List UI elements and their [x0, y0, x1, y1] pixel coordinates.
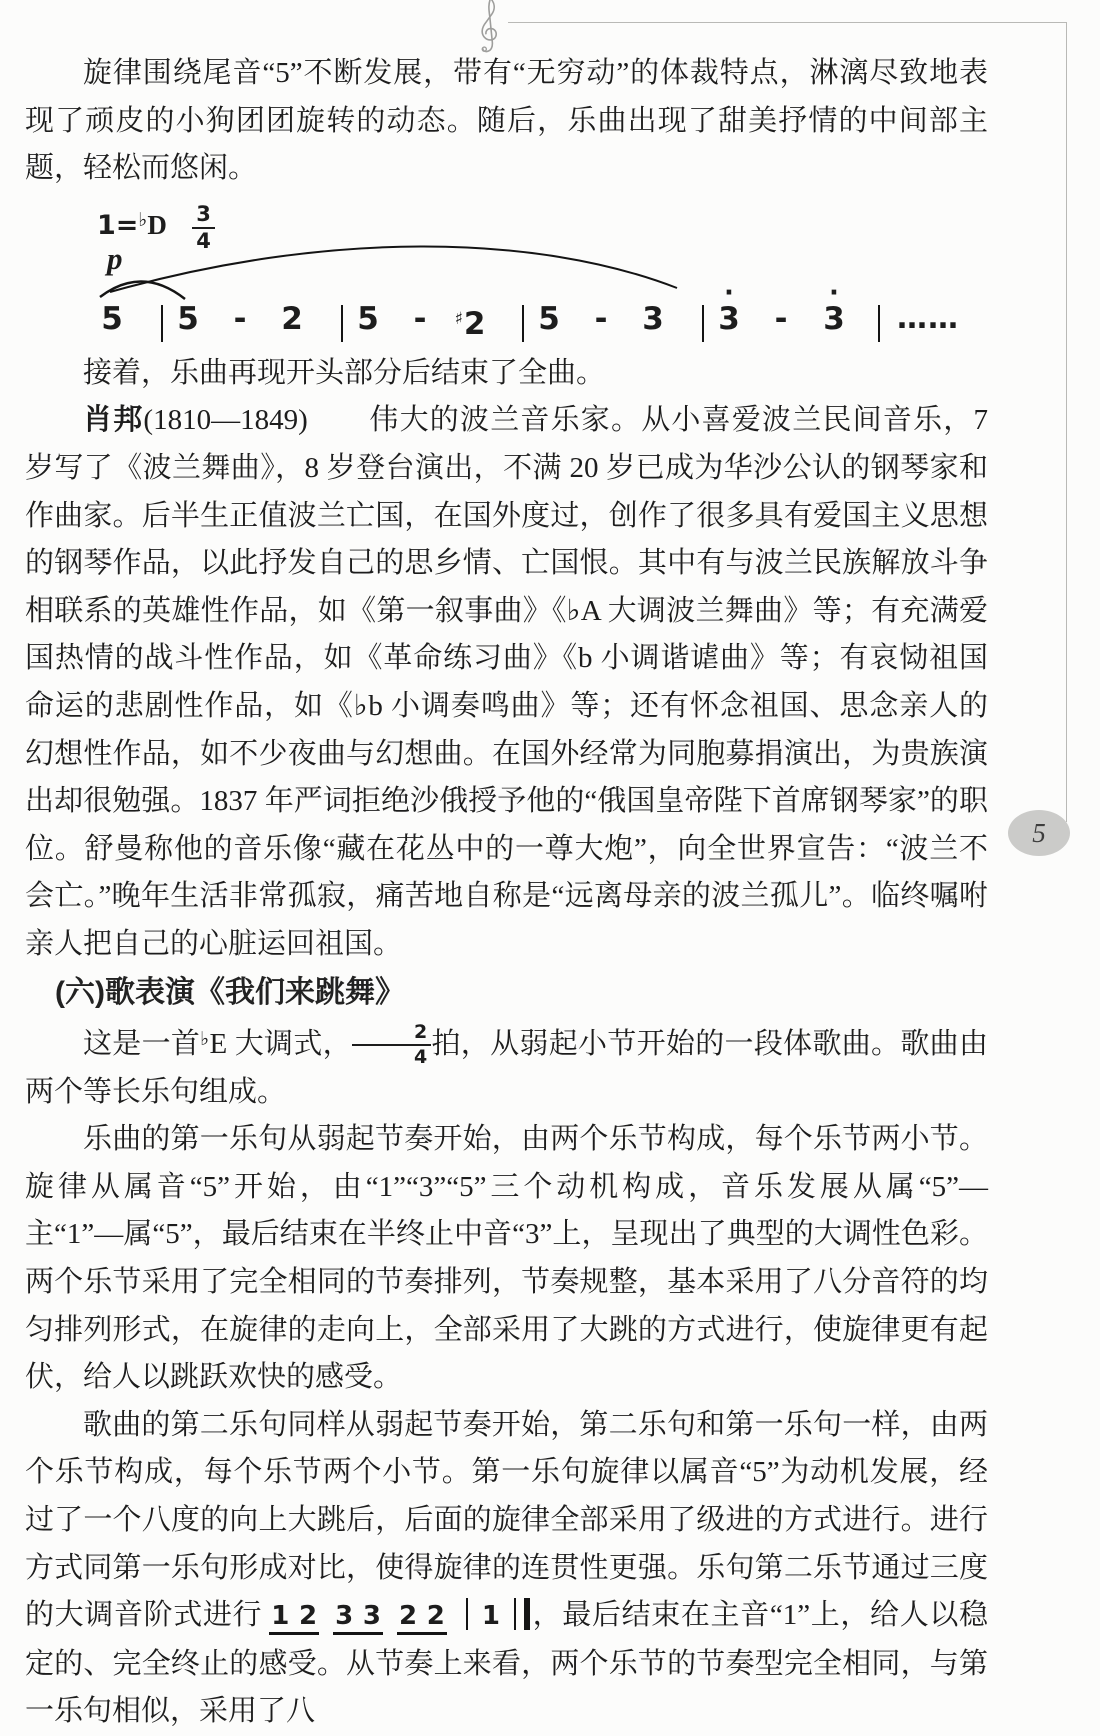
- note: 5: [101, 300, 123, 337]
- jianpu-group: 3 3: [333, 1601, 383, 1635]
- composer-bio-text: 伟大的波兰音乐家。从小喜爱波兰民间音乐，7 岁写了《波兰舞曲》，8 岁登台演出，不满 20 岁已成为华沙公认的钢琴家和作曲家。后半生正值波兰亡国，在国外度过，创作了很多具有爱国主义思想的钢琴作品，以此抒发自己的思乡情、亡国恨。其中有与波兰民族解放斗争相联系的英雄性作品，如《第一叙事曲》《♭A 大调波兰舞曲》等；有充满爱国热情的战斗性作品，如《革命练习曲》《b 小调谐谑曲》等；有哀恸祖国命运的悲剧性作品，如《♭b 小调奏鸣曲》等；还有怀念祖国、思念亲人的幻想性作品，如不少夜曲与幻想曲。在国外经常为同胞募捐演出，为贵族演出却很勉强。1837 年严词拒绝沙俄授予他的“俄国皇帝陛下首席钢琴家”的职位。舒曼称他的音乐像“藏在花丛中的一尊大炮”，向全世界宣告：“波兰不会亡。”晚年生活非常孤寂，痛苦地自称是“远离母亲的波兰孤儿”。临终嘱咐亲人把自己的心脏运回祖国。: [25, 404, 988, 960]
- jianpu-note: 1: [481, 1601, 500, 1632]
- flat-sign: ♭: [200, 1029, 210, 1051]
- dash: -: [594, 300, 608, 337]
- paragraph-intro: 旋律围绕尾音“5”不断发展，带有“无穷动”的体裁特点，淋漓尽致地表现了顽皮的小狗团团旋转的动态。随后，乐曲出现了甜美抒情的中间部主题，轻松而悠闲。: [25, 57, 988, 185]
- note: 3: [642, 300, 664, 337]
- paragraph-after-notation: 接着，乐曲再现开头部分后结束了全曲。: [83, 356, 606, 389]
- barline: [161, 305, 163, 342]
- inline-barline: [466, 1598, 468, 1630]
- composer-dates: (1810—1849): [143, 404, 308, 437]
- page-number: 5: [1032, 817, 1046, 848]
- paragraph-chopin-bio: [25, 397, 988, 968]
- sharp-sign: ♯: [454, 308, 463, 329]
- sidebar-unit-label: [1072, 206, 1100, 446]
- time-signature: $\frac{3}{4}$: [192, 203, 215, 252]
- note-high-octave: · 3: [718, 277, 740, 337]
- text-column: [25, 0, 988, 1736]
- octave-dot: ·: [724, 277, 734, 308]
- note: 2: [281, 300, 303, 337]
- paragraph-phrase2: 歌曲的第二乐句同样从弱起节奏开始，第二乐句和第一乐句一样，由两个乐节构成，每个乐节两个小节。第一乐句旋律以属音“5”为动机发展，经过了一个八度的向上大跳后，后面的旋律全部采用了级进的方式进行。进行方式同第一乐句形成对比，使得旋律的连贯性更强。乐句第二乐节通过三度的大调音阶式进行 1 2 3 3 2 2 1 ，最后结束在主音“1”上，给人以稳定的、完全终止的感受。从节奏上来看，两个乐节的节奏型完全相同，与第一乐句相似，采用了八: [25, 1408, 988, 1728]
- barline: [702, 305, 704, 342]
- page-number-badge: [1008, 810, 1070, 856]
- flat-sign: ♭: [138, 208, 148, 231]
- key-tonic: D: [147, 209, 167, 240]
- dynamic-marking: p: [107, 240, 123, 276]
- barline: [522, 305, 524, 342]
- time-signature-inline: $\frac{2}{4}$: [352, 1022, 431, 1067]
- jianpu-group: 2 2: [397, 1601, 447, 1635]
- key-prefix: 1=: [97, 209, 139, 241]
- note: 5: [357, 300, 379, 337]
- barline: [878, 305, 880, 342]
- continuation-ellipsis: ……: [897, 300, 959, 336]
- paragraph-song-intro: 这是一首♭E 大调式， $\frac{2}{4}$ 拍，从弱起小节开始的一段体歌曲。歌曲由两个等长乐句组成。: [25, 1021, 988, 1108]
- dash: -: [413, 300, 427, 337]
- note-high-octave: · 3: [823, 277, 845, 337]
- margin-rule: [1066, 22, 1067, 822]
- note-sharp: ♯2: [454, 305, 486, 342]
- paragraph-phrase1: 乐曲的第一乐句从弱起节奏开始，由两个乐节构成，每个乐节两小节。旋律从属音“5”开始，由“1”“3”“5”三个动机构成，音乐发展从属“5”—主“1”—属“5”，最后结束在半终止中音“3”上，呈现出了典型的大调性色彩。两个乐节采用了完全相同的节奏排列，节奏规整，基本采用了八分音符的均匀排列形式，在旋律的走向上，全部采用了大跳的方式进行，使旋律更有起伏，给人以跳跃欢快的感受。: [25, 1123, 988, 1394]
- final-barline: [514, 1598, 530, 1630]
- composer-name: 肖邦: [83, 404, 144, 437]
- note: 5: [177, 300, 199, 337]
- section-heading: (六)歌表演《我们来跳舞》: [55, 975, 405, 1009]
- notation-example: [25, 193, 988, 350]
- dash: -: [233, 300, 247, 337]
- note: 5: [538, 300, 560, 337]
- octave-dot: ·: [829, 277, 839, 308]
- dash: -: [774, 300, 788, 337]
- jianpu-group: 1 2: [269, 1601, 319, 1635]
- barline: [341, 305, 343, 342]
